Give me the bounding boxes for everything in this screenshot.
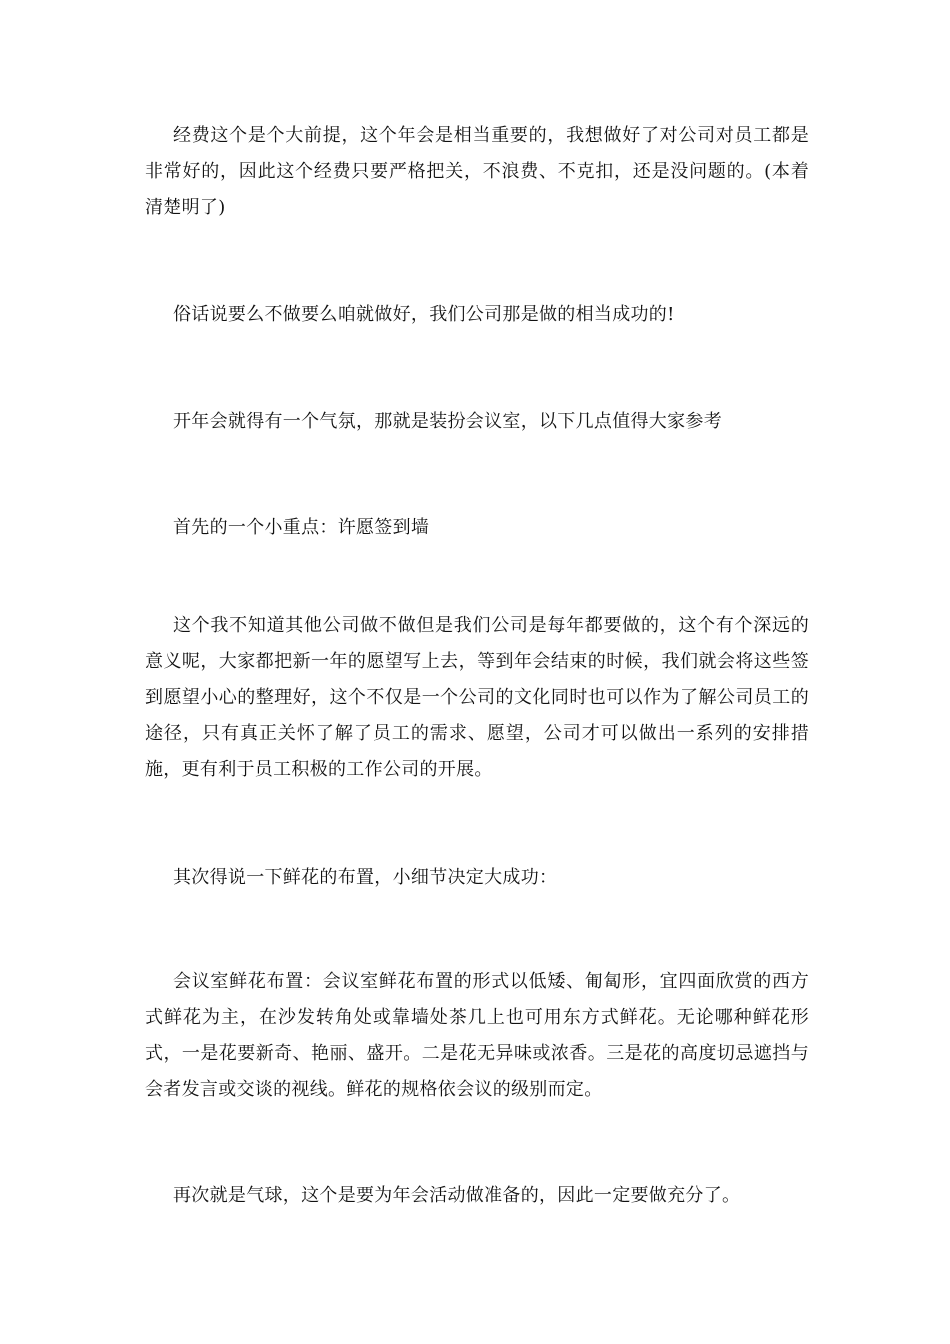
paragraph-flowers-heading: 其次得说一下鲜花的布置，小细节决定大成功： [173,867,558,888]
paragraph-wish-wall-heading: 首先的一个小重点：许愿签到墙 [173,517,430,538]
paragraph-budget: 经费这个是个大前提，这个年会是相当重要的，我想做好了对公司对员工都是非常好的，因此这个经费只要严格把关，不浪费、不克扣，还是没问题的。(本着清楚明了) [145,125,809,218]
paragraph-atmosphere: 开年会就得有一个气氛，那就是装扮会议室，以下几点值得大家参考 [173,411,722,432]
paragraph-wish-wall: 这个我不知道其他公司做不做但是我们公司是每年都要做的，这个有个深远的意义呢，大家都把新一年的愿望写上去，等到年会结束的时候，我们就会将这些签到愿望小心的整理好，这个不仅是一个公司的文化同时也可以作为了解公司员工的途径，只有真正关怀了解了员工的需求、愿望，公司才可以做出一系列的安排措施，更有利于员工积极的工作公司的开展。 [145,615,809,780]
paragraph-balloons: 再次就是气球，这个是要为年会活动做准备的，因此一定要做充分了。 [173,1185,741,1206]
paragraph-saying: 俗话说要么不做要么咱就做好，我们公司那是做的相当成功的! [173,304,675,325]
paragraph-flowers: 会议室鲜花布置：会议室鲜花布置的形式以低矮、匍匐形，宜四面欣赏的西方式鲜花为主，在沙发转角处或靠墙处茶几上也可用东方式鲜花。无论哪种鲜花形式，一是花要新奇、艳丽、盛开。二是花无异味或浓香。三是花的高度切忌遮挡与会者发言或交谈的视线。鲜花的规格依会议的级别而定。 [145,971,809,1100]
